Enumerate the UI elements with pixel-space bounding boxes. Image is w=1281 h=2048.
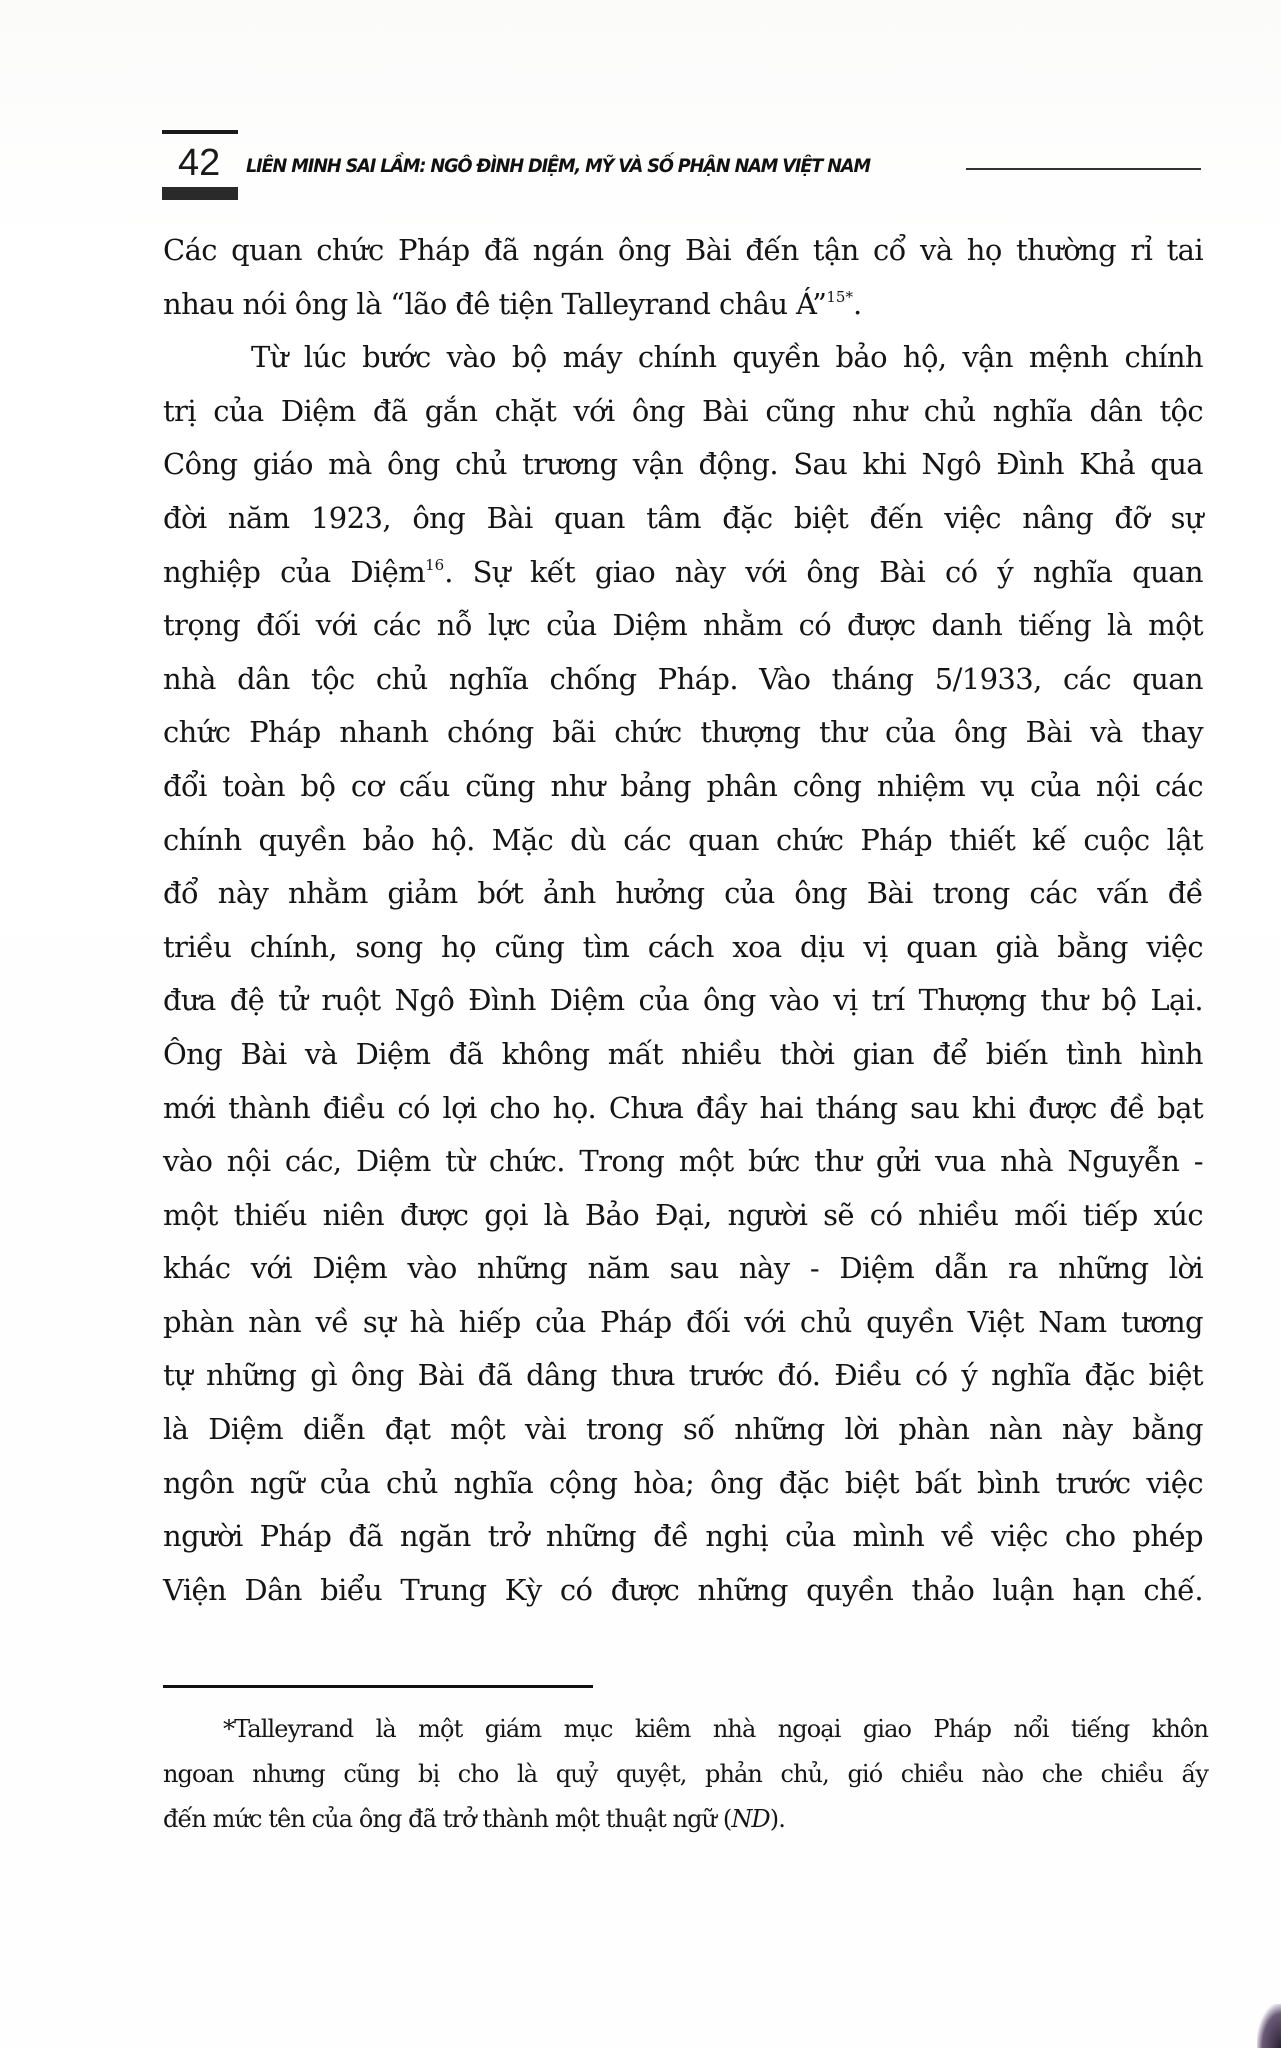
text-fragment: nhau nói ông là “lão đê tiện Talleyrand châu Á”: [163, 286, 827, 321]
text-line: đổi toàn bộ cơ cấu cũng như bảng phân công nhiệm vụ của nội các: [163, 768, 1203, 803]
text-line: Công giáo mà ông chủ trương vận động. Sau khi Ngô Đình Khả qua: [163, 447, 1203, 482]
text-line: Ông Bài và Diệm đã không mất nhiều thời gian để biến tình hình: [163, 1036, 1203, 1071]
footnote-reference: 16: [425, 555, 445, 574]
text-line: [163, 278, 1203, 332]
footnote-rule: [163, 1685, 593, 1688]
header-top-bar: [162, 130, 238, 134]
footnote-line: [163, 1797, 1208, 1842]
footnote-line: ngoan nhưng cũng bị cho là quỷ quyệt, phản chủ, gió chiều nào che chiều ấy: [163, 1760, 1208, 1788]
running-title: LIÊN MINH SAI LẦM: NGÔ ĐÌNH DIỆM, MỸ VÀ SỐ PHẬN NAM VIỆT NAM: [246, 155, 870, 177]
text-line: là Diệm diễn đạt một vài trong số những lời phàn nàn này bằng: [163, 1412, 1203, 1447]
text-line: nhà dân tộc chủ nghĩa chống Pháp. Vào tháng 5/1933, các quan: [163, 661, 1203, 696]
page-number: 42: [178, 142, 221, 184]
text-line: triều chính, song họ cũng tìm cách xoa dịu vị quan già bằng việc: [163, 929, 1203, 964]
text-line: tự những gì ông Bài đã dâng thưa trước đó. Điều có ý nghĩa đặc biệt: [163, 1358, 1203, 1393]
text-line: Viện Dân biểu Trung Kỳ có được những quyền thảo luận hạn chế.: [163, 1572, 1203, 1607]
text-fragment: đến mức tên của ông đã trở thành một thuật ngữ (: [163, 1805, 732, 1833]
text-line: đời năm 1923, ông Bài quan tâm đặc biệt đến việc nâng đỡ sự: [163, 500, 1203, 535]
text-line: mới thành điều có lợi cho họ. Chưa đầy hai tháng sau khi được đề bạt: [163, 1090, 1203, 1125]
text-line: đưa đệ tử ruột Ngô Đình Diệm của ông vào vị trí Thượng thư bộ Lại.: [163, 983, 1203, 1018]
text-line: chức Pháp nhanh chóng bãi chức thượng thư của ông Bài và thay: [163, 715, 1203, 750]
text-line: khác với Diệm vào những năm sau này - Diệm dẫn ra những lời: [163, 1251, 1203, 1286]
text-line: vào nội các, Diệm từ chức. Trong một bức thư gửi vua nhà Nguyễn -: [163, 1144, 1203, 1179]
text-line: [163, 546, 1203, 600]
body-text: [163, 224, 1203, 1617]
text-fragment: ).: [769, 1805, 785, 1833]
translator-note-abbrev: ND: [731, 1805, 770, 1833]
text-line: trị của Diệm đã gắn chặt với ông Bài cũng như chủ nghĩa dân tộc: [163, 393, 1203, 428]
text-line: phàn nàn về sự hà hiếp của Pháp đối với chủ quyền Việt Nam tương: [163, 1304, 1203, 1339]
page-corner-shadow: [1257, 2004, 1281, 2048]
footnote-reference: 15*: [826, 287, 853, 306]
text-line: Từ lúc bước vào bộ máy chính quyền bảo hộ, vận mệnh chính: [251, 340, 1203, 375]
text-line: một thiếu niên được gọi là Bảo Đại, người sẽ có nhiều mối tiếp xúc: [163, 1197, 1203, 1232]
footnote: [163, 1707, 1208, 1842]
footnote-line: *Talleyrand là một giám mục kiêm nhà ngoại giao Pháp nổi tiếng khôn: [223, 1715, 1208, 1743]
text-line: đổ này nhằm giảm bớt ảnh hưởng của ông Bài trong các vấn đề: [163, 876, 1203, 911]
text-fragment: . Sự kết giao này với ông Bài có ý nghĩa quan: [444, 554, 1203, 589]
text-line: chính quyền bảo hộ. Mặc dù các quan chức Pháp thiết kế cuộc lật: [163, 822, 1203, 857]
text-fragment: .: [852, 286, 862, 321]
header-rule: [966, 168, 1201, 170]
text-line: người Pháp đã ngăn trở những đề nghị của mình về việc cho phép: [163, 1519, 1203, 1554]
text-fragment: nghiệp của Diệm: [163, 554, 426, 589]
text-line: trọng đối với các nỗ lực của Diệm nhằm có được danh tiếng là một: [163, 608, 1203, 643]
text-line: Các quan chức Pháp đã ngán ông Bài đến tận cổ và họ thường rỉ tai: [163, 233, 1203, 267]
text-line: ngôn ngữ của chủ nghĩa cộng hòa; ông đặc biệt bất bình trước việc: [163, 1465, 1203, 1500]
header-bottom-bar: [162, 187, 238, 200]
